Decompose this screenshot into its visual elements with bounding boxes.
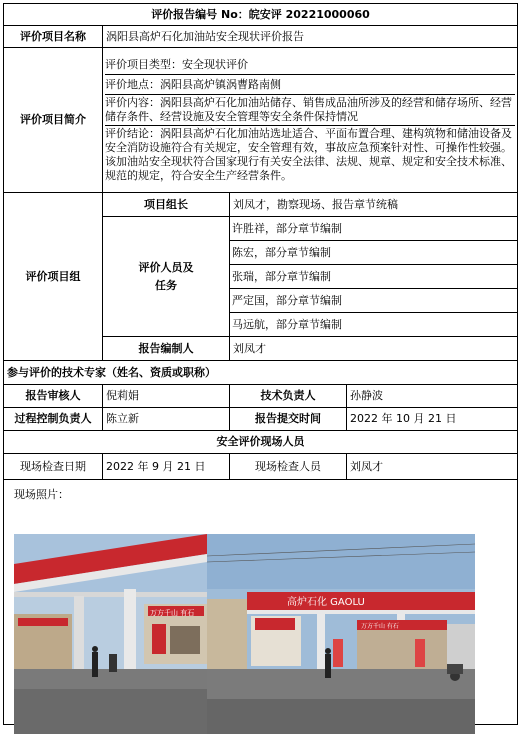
reviewer-value: 倪莉娟 — [103, 385, 230, 408]
photo2-shop-sign: 万方千山 有石 — [361, 623, 399, 630]
submit-time-value: 2022 年 10 月 21 日 — [347, 408, 518, 431]
member-item: 严定国，部分章节编制 — [230, 289, 517, 313]
summary-conclusion: 评价结论：涡阳县高炉石化加油站选址适合、平面布置合理、建构筑物和储油设备及安全消防设施符合有关规定，安全管理有效，事故应急预案针对性、可操作性较强。该加油站安全现状符合国家现行有关安全法律、法规、规章、规定和安全技术标准、规范的规定，符合安全生产经营条件。 — [105, 127, 512, 182]
summary-type: 评价项目类型：安全现状评价 — [105, 55, 515, 75]
writer-label: 报告编制人 — [103, 337, 230, 361]
tech-lead-label: 技术负责人 — [230, 385, 347, 408]
project-name-value: 涡阳县高炉石化加油站安全现状评价报告 — [103, 26, 518, 48]
members-label-text: 评价人员及任务 — [138, 260, 194, 292]
member-item: 陈宏，部分章节编制 — [230, 241, 517, 265]
summary-location: 评价地点：涡阳县高炉镇涡曹路南侧 — [105, 75, 515, 95]
members-label — [103, 217, 230, 337]
photo2-canopy-sign: 高炉石化 GAOLU — [287, 597, 365, 608]
members-list — [230, 217, 518, 337]
photo-label: 现场照片： — [14, 488, 69, 501]
member-item: 许胜祥，部分章节编制 — [230, 217, 517, 241]
onsite-date-label: 现场检查日期 — [4, 454, 103, 480]
gas-station-photo-1 — [14, 534, 207, 734]
process-control-label: 过程控制负责人 — [4, 408, 103, 431]
member-item: 张瑞，部分章节编制 — [230, 265, 517, 289]
leader-label: 项目组长 — [103, 193, 230, 217]
submit-time-label: 报告提交时间 — [230, 408, 347, 431]
site-photos — [14, 534, 475, 734]
photo1-sign-text: 万方千山 有石 — [150, 609, 195, 617]
tech-lead-value: 孙静波 — [347, 385, 518, 408]
summary-cell — [103, 48, 518, 193]
member-item: 马远航，部分章节编制 — [232, 318, 342, 331]
onsite-date-value: 2022 年 9 月 21 日 — [103, 454, 230, 480]
writer-value: 刘凤才 — [230, 337, 518, 361]
leader-value: 刘凤才，勘察现场、报告章节统稿 — [230, 193, 518, 217]
summary-label: 评价项目简介 — [4, 48, 103, 193]
report-number: 评价报告编号 No：皖安评 20221000060 — [4, 4, 518, 26]
onsite-person-label: 现场检查人员 — [230, 454, 347, 480]
reviewer-label: 报告审核人 — [4, 385, 103, 408]
team-label: 评价项目组 — [4, 193, 103, 361]
site-photo-1 — [14, 534, 207, 734]
site-photo-2 — [207, 534, 475, 734]
onsite-title: 安全评价现场人员 — [4, 431, 518, 454]
onsite-person-value: 刘凤才 — [347, 454, 518, 480]
summary-content: 评价内容：涡阳县高炉石化加油站储存、销售成品油所涉及的经营和储存场所、经营储存条件、经营设施及安全管理等安全条件保持情况 — [105, 95, 515, 126]
gas-station-photo-2 — [207, 534, 475, 734]
experts-label: 参与评价的技术专家（姓名、资质或职称） — [4, 361, 518, 385]
process-control-value: 陈立新 — [103, 408, 230, 431]
project-name-label: 评价项目名称 — [4, 26, 103, 48]
